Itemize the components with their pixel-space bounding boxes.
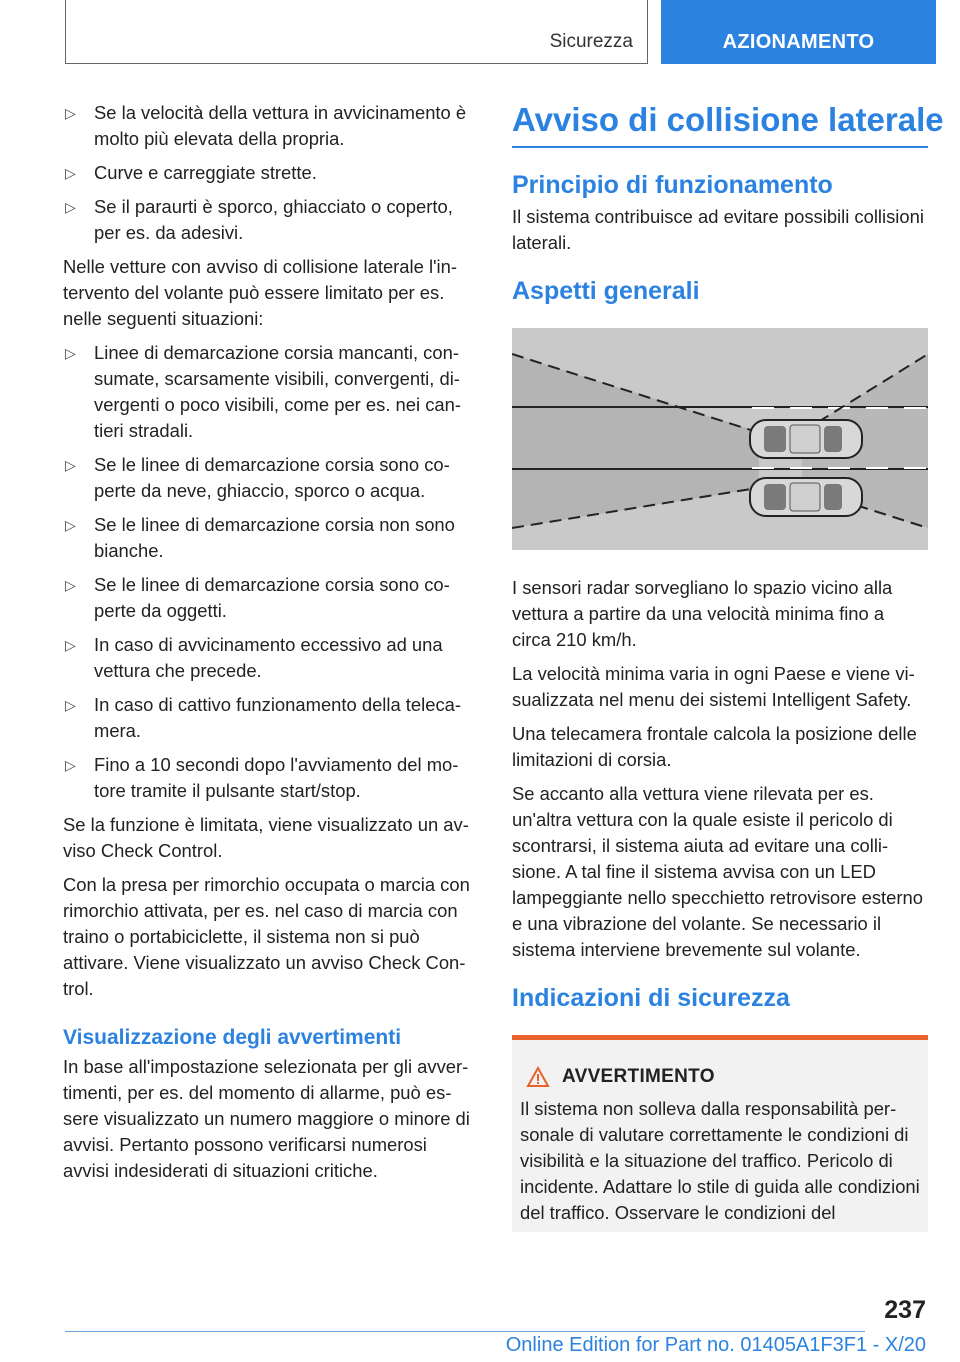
paragraph: Il sistema contribuisce ad evitare possibili collisioni laterali.	[512, 206, 924, 253]
triangle-bullet-icon: ▷	[65, 345, 76, 361]
header-chapter-tab	[661, 0, 936, 64]
paragraph: La velocità minima varia in ogni Paese e viene visualizzata nel menu dei sistemi Intelligent Safety.	[512, 663, 915, 710]
triangle-bullet-icon: ▷	[65, 105, 76, 121]
list-item: ▷ Se la velocità della vettura in avvicinamento è molto più elevata della propria.	[65, 102, 467, 149]
paragraph: Una telecamera frontale calcola la posizione delle limitazioni di corsia.	[512, 723, 917, 770]
footer-divider	[65, 1331, 865, 1332]
list-item: ▷ In caso di cattivo funzionamento della telecamera.	[65, 694, 462, 741]
edition-footer: Online Edition for Part no. 01405A1F3F1 - X/20	[505, 1334, 926, 1356]
list-item: ▷ In caso di avvicinamento eccessivo ad una vettura che precede.	[65, 634, 443, 681]
paragraph: I sensori radar sorvegliano lo spazio vicino alla vettura a partire da una velocità minima fino a circa 210 km/h.	[512, 577, 893, 650]
warning-header	[526, 1064, 920, 1090]
list-item: ▷ Se le linee di demarcazione corsia sono coperte da neve, ghiaccio, sporco o acqua.	[65, 454, 450, 501]
list-item: ▷ Curve e carreggiate strette.	[63, 160, 477, 186]
paragraph: In base all'impostazione selezionata per gli avvertimenti, per es. del momento di allarme, può essere visualizzato un numero maggiore o minore di avvisi. Pertanto possono verificarsi numerosi avvisi indesiderati di situazioni critiche.	[63, 1056, 470, 1181]
section-heading: Principio di funzionamento	[512, 171, 833, 199]
paragraph: Nelle vetture con avviso di collisione laterale l'intervento del volante può essere limitato per es. nelle seguenti situazioni:	[63, 256, 457, 329]
triangle-bullet-icon: ▷	[65, 757, 76, 773]
warning-triangle-icon	[526, 1066, 550, 1088]
list-item: ▷ Se il paraurti è sporco, ghiacciato o coperto, per es. da adesivi.	[65, 196, 453, 243]
header-chapter-title: AZIONAMENTO	[722, 31, 875, 53]
page-number: 237	[884, 1296, 926, 1324]
warning-box	[512, 1035, 928, 1232]
triangle-bullet-icon: ▷	[65, 637, 76, 653]
right-column	[512, 100, 944, 1232]
header-section-box	[65, 0, 648, 64]
triangle-bullet-icon: ▷	[65, 697, 76, 713]
triangle-bullet-icon: ▷	[65, 457, 76, 473]
list-item: ▷ Fino a 10 secondi dopo l'avviamento del motore tramite il pulsante start/stop.	[65, 754, 459, 801]
lane-monitoring-illustration	[512, 328, 928, 550]
paragraph: Con la presa per rimorchio occupata o marcia con rimorchio attivata, per es. nel caso di marcia con traino o portabiciclette, il sistema non si può attivare. Viene visualizzato un avviso Check Control.	[63, 874, 470, 999]
header-section-title: Sicurezza	[549, 31, 633, 52]
triangle-bullet-icon: ▷	[65, 199, 76, 215]
page-title: Avviso di collisione laterale	[512, 100, 928, 148]
triangle-bullet-icon: ▷	[65, 517, 76, 533]
left-column	[63, 100, 477, 1192]
section-heading: Aspetti generali	[512, 277, 700, 305]
triangle-bullet-icon: ▷	[65, 165, 76, 181]
car-own-icon	[750, 420, 862, 458]
triangle-bullet-icon: ▷	[65, 577, 76, 593]
paragraph: Se la funzione è limitata, viene visualizzato un avviso Check Control.	[63, 814, 469, 861]
warning-title: AVVERTIMENTO	[562, 1066, 715, 1087]
warning-text: Il sistema non solleva dalla responsabilità personale di valutare correttamente le condizioni di visibilità e la situazione del traffico. Pericolo di incidente. Adattare lo stile di guida alle condizioni del traffico. Osservare le condizioni del	[520, 1098, 920, 1223]
list-item: ▷ Se le linee di demarcazione corsia non sono bianche.	[65, 514, 455, 561]
paragraph: Se accanto alla vettura viene rilevata per es. un'altra vettura con la quale esiste il pericolo di scontrarsi, il sistema aiuta ad evitare una collisione. A tal fine il sistema avvisa con un LED lampeggiante nello specchietto retrovisore esterno e una vibrazione del volante. Se necessario il sistema interviene brevemente sul volante.	[512, 783, 923, 960]
section-heading: Visualizzazione degli avvertimenti	[63, 1026, 402, 1049]
list-item: ▷ Se le linee di demarcazione corsia sono coperte da oggetti.	[65, 574, 450, 621]
section-heading: Indicazioni di sicurezza	[512, 984, 790, 1012]
car-adjacent-icon	[750, 478, 862, 516]
list-item: ▷ Linee di demarcazione corsia mancanti, consumate, scarsamente visibili, convergenti, divergenti o poco visibili, come per es. nei cantieri stradali.	[65, 342, 461, 441]
